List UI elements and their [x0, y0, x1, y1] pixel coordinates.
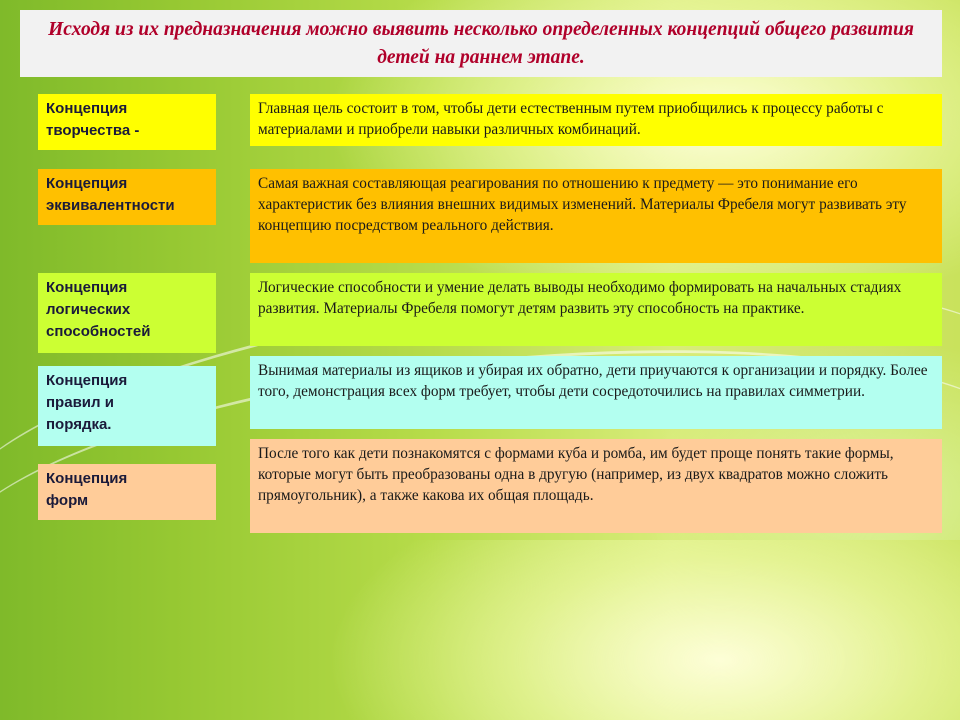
slide-title: Исходя из их предназначения можно выявить несколько определенных концепций общего развития детей на раннем этапе.	[48, 18, 914, 68]
concept-description: Логические способности и умение делать выводы необходимо формировать на начальных стадиях развития. Материалы Фребеля помогут детям развить эту способность на практике.	[250, 273, 942, 346]
concept-description: После того как дети познакомятся с формами куба и ромба, им будет проще понять такие формы, которые могут быть преобразованы одна в другую (например, из двух квадратов можно сложить прямоугольник), а также какова их общая площадь.	[250, 439, 942, 533]
concept-label: Концепция логических способностей	[38, 273, 216, 353]
title-box	[20, 10, 942, 77]
concept-description: Главная цель состоит в том, чтобы дети естественным путем приобщились к процессу работы с материалами и приобрели навыки различных комбинаций.	[250, 94, 942, 146]
concept-label: Концепция форм	[38, 464, 216, 520]
concept-label: Концепция эквивалентности	[38, 169, 216, 225]
concept-description: Самая важная составляющая реагирования по отношению к предмету — это понимание его характеристик без влияния внешних видимых изменений. Материалы Фребеля могут развивать эту концепцию посредством реального действия.	[250, 169, 942, 263]
concept-description: Вынимая материалы из ящиков и убирая их обратно, дети приучаются к организации и порядку. Более того, демонстрация всех форм требует, чтобы дети сосредоточились на правилах симметрии.	[250, 356, 942, 429]
concept-label: Концепция правил и порядка.	[38, 366, 216, 446]
concept-label: Концепция творчества -	[38, 94, 216, 150]
